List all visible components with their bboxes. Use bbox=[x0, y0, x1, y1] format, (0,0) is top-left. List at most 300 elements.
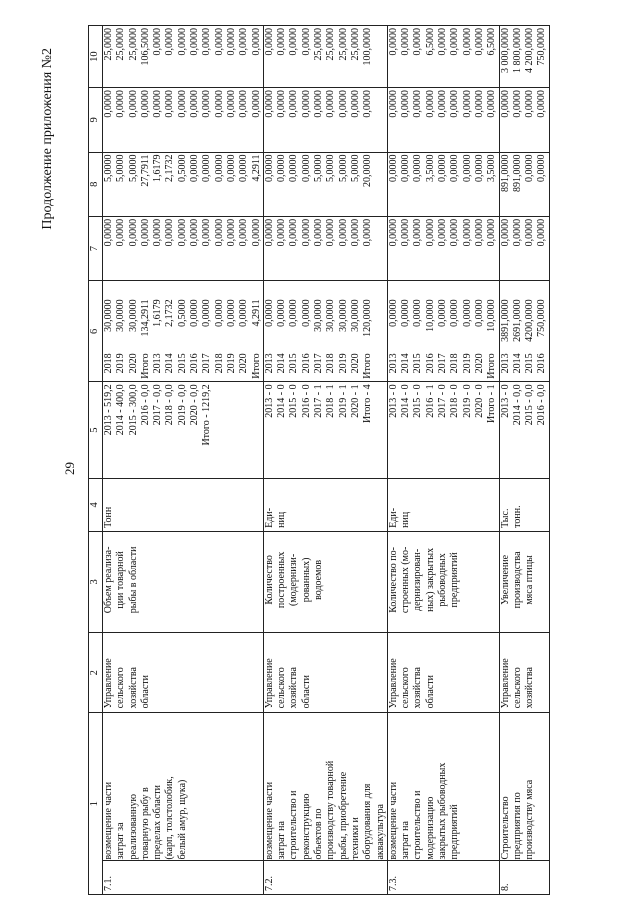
year-label: 2020 bbox=[473, 353, 485, 374]
value-line: 0,0000 bbox=[473, 154, 485, 183]
value-line: 0,0000 bbox=[250, 218, 262, 247]
cell-line: 2014 - 0 bbox=[400, 384, 412, 418]
value-line: 0,0000 bbox=[337, 90, 349, 118]
year-label: 2013 bbox=[499, 353, 511, 374]
value-line: 0,0000 bbox=[449, 90, 461, 118]
value-line: 0,0000 bbox=[300, 90, 312, 118]
cell-line: 2019 - 0 bbox=[461, 384, 473, 418]
cell-line: реконструкцию bbox=[300, 793, 312, 860]
value-line: 6,5000 bbox=[486, 28, 498, 56]
cell-col8 bbox=[103, 152, 264, 216]
value-line: 25,0000 bbox=[313, 28, 325, 61]
value-line: 0,0000 bbox=[473, 90, 485, 118]
cell-line: 2013 - 0 bbox=[387, 384, 399, 418]
value-line: 891,0000 bbox=[511, 154, 523, 193]
cell-line: области bbox=[300, 674, 312, 709]
cell-col2 bbox=[103, 632, 264, 712]
value-line: 0,0000 bbox=[201, 154, 213, 183]
cell-line: рыбы, приобретение bbox=[337, 771, 349, 860]
year-value-line bbox=[474, 283, 486, 381]
value-line: 0,0000 bbox=[189, 218, 201, 247]
cell-line: (модернизи- bbox=[288, 553, 300, 606]
year-value-line bbox=[189, 283, 201, 381]
header-cell: 6 bbox=[89, 281, 103, 382]
cell-line: ниц bbox=[400, 511, 412, 528]
value-line: 0,0000 bbox=[511, 90, 523, 118]
value-line: 0,0000 bbox=[437, 90, 449, 118]
value-line: 0,0000 bbox=[176, 90, 188, 118]
cell-col10 bbox=[387, 26, 499, 88]
year-value-line bbox=[214, 283, 226, 381]
cell-line: 2015 - 300,0 bbox=[127, 384, 139, 436]
value-line: 0,0000 bbox=[238, 90, 250, 118]
cell-line: Количество по- bbox=[387, 547, 399, 613]
cell-line: 2018 - 1 bbox=[325, 384, 337, 418]
cell-line: 2014 - 0 bbox=[276, 384, 288, 418]
row-number bbox=[263, 860, 387, 894]
cell-line: Строительство bbox=[499, 796, 511, 860]
year-value-line bbox=[325, 283, 337, 381]
cell-line: закрытых рыбоводных bbox=[437, 762, 449, 860]
header-cell: 3 bbox=[89, 531, 103, 632]
value-line: 0,0000 bbox=[213, 154, 225, 183]
cell-line: ниц bbox=[276, 511, 288, 528]
value-line: 0,0000 bbox=[288, 90, 300, 118]
row-number-text: 7.3. bbox=[387, 876, 399, 891]
cell-col8 bbox=[387, 152, 499, 216]
cell-col3 bbox=[387, 531, 499, 632]
year-value-line bbox=[536, 283, 548, 381]
cell-col7 bbox=[103, 216, 264, 280]
year-label: 2016 bbox=[536, 353, 548, 374]
value-line: 0,0000 bbox=[238, 28, 250, 56]
cell-line: сельского bbox=[400, 667, 412, 709]
value-line: 0,0000 bbox=[288, 154, 300, 183]
value-line: 5,0000 bbox=[103, 154, 114, 183]
value-line: 0,0000 bbox=[536, 154, 548, 183]
value-line: 0,0000 bbox=[524, 218, 536, 247]
value-line: 0,0000 bbox=[412, 90, 424, 118]
value-line: 0,0000 bbox=[152, 28, 164, 56]
cell-line: хозяйства bbox=[288, 667, 300, 709]
cell-line: объектов по bbox=[313, 808, 325, 860]
year-value-line bbox=[388, 283, 400, 381]
cell-col1 bbox=[387, 713, 499, 860]
cell-line: Управление bbox=[263, 658, 275, 709]
value-line: 0,0000 bbox=[313, 90, 325, 118]
year-value-line bbox=[103, 283, 115, 381]
row-number bbox=[387, 860, 499, 894]
value-line: 0,0000 bbox=[176, 218, 188, 247]
row-number-text: 7.2. bbox=[263, 876, 275, 891]
value-line: 0,0000 bbox=[313, 218, 325, 247]
value-line: 0,0000 bbox=[387, 154, 399, 183]
cell-col6 bbox=[499, 281, 549, 382]
value-line: 0,0000 bbox=[288, 218, 300, 247]
cell-line: 2016 - 0,0 bbox=[139, 384, 151, 426]
value-line: 100,0000 bbox=[362, 28, 374, 66]
year-label: 2018 bbox=[449, 353, 461, 374]
cell-line: Управление bbox=[387, 658, 399, 709]
value-line: 0,0000 bbox=[276, 28, 288, 56]
year-value-line bbox=[486, 283, 498, 381]
year-value-line bbox=[140, 283, 152, 381]
value-line: 0,0000 bbox=[164, 90, 176, 118]
cell-line: 2018 - 0 bbox=[449, 384, 461, 418]
year-label: 2016 bbox=[189, 353, 201, 374]
cell-line: предприятия по bbox=[511, 792, 523, 860]
cell-col10 bbox=[263, 26, 387, 88]
value-line: 0,0000 bbox=[152, 218, 164, 247]
cell-col6 bbox=[103, 281, 264, 382]
year-value-line bbox=[177, 283, 189, 381]
value-line: 0,0000 bbox=[250, 90, 262, 118]
value-line: 5,0000 bbox=[127, 154, 139, 183]
cell-line: реализованную bbox=[127, 794, 139, 860]
year-value-line bbox=[400, 283, 412, 381]
value-line: 25,0000 bbox=[337, 28, 349, 61]
year-label: 2018 bbox=[213, 353, 225, 374]
cell-col5 bbox=[387, 382, 499, 479]
value-line: 0,0000 bbox=[127, 218, 139, 247]
header-cell: 4 bbox=[89, 478, 103, 531]
value-line: 6,5000 bbox=[424, 28, 436, 56]
value-line: 0,0000 bbox=[524, 154, 536, 183]
cell-line: 2016 - 0 bbox=[300, 384, 312, 418]
value-line: 0,0000 bbox=[325, 90, 337, 118]
cell-line: Еди- bbox=[387, 507, 399, 528]
value-line: 0,0000 bbox=[387, 28, 399, 56]
total-value: 0,0000 bbox=[400, 299, 412, 327]
value-line: 0,0000 bbox=[263, 154, 275, 183]
cell-col5 bbox=[103, 382, 264, 479]
total-value: 0,0000 bbox=[276, 299, 288, 327]
year-value-line bbox=[251, 283, 263, 381]
cell-col10 bbox=[103, 26, 264, 88]
table-row bbox=[387, 26, 499, 895]
value-line: 0,0000 bbox=[213, 218, 225, 247]
total-value: 0,5000 bbox=[176, 299, 188, 327]
value-line: 3 000,0000 bbox=[499, 28, 511, 73]
value-line: 0,0000 bbox=[473, 28, 485, 56]
cell-col1 bbox=[499, 713, 549, 860]
cell-col7 bbox=[387, 216, 499, 280]
cell-line: 2013 - 519,2 bbox=[103, 384, 114, 436]
cell-col10 bbox=[499, 26, 549, 88]
header-cell: 7 bbox=[89, 216, 103, 280]
total-value: 750,0000 bbox=[536, 299, 548, 337]
value-line: 0,0000 bbox=[461, 154, 473, 183]
value-line: 0,0000 bbox=[300, 28, 312, 56]
year-label: 2017 bbox=[313, 353, 325, 374]
year-value-line bbox=[362, 283, 374, 381]
program-table bbox=[88, 25, 550, 895]
total-value: 0,0000 bbox=[288, 299, 300, 327]
value-line: 0,0000 bbox=[189, 90, 201, 118]
year-label: 2018 bbox=[325, 353, 337, 374]
value-line: 0,0000 bbox=[437, 28, 449, 56]
cell-line: 2014 - 400,0 bbox=[115, 384, 127, 436]
year-value-line bbox=[201, 283, 213, 381]
year-value-line bbox=[512, 283, 524, 381]
value-line: 0,0000 bbox=[189, 28, 201, 56]
total-value: 0,0000 bbox=[387, 299, 399, 327]
value-line: 3,5000 bbox=[424, 154, 436, 183]
value-line: 0,0000 bbox=[486, 218, 498, 247]
value-line: 0,0000 bbox=[524, 90, 536, 118]
value-line: 0,0000 bbox=[412, 154, 424, 183]
header-cell: 2 bbox=[89, 632, 103, 712]
cell-line: Управление bbox=[103, 658, 114, 709]
cell-line: техники и bbox=[349, 817, 361, 860]
total-value: 30,0000 bbox=[115, 299, 127, 332]
cell-line: белый амур, щука) bbox=[176, 779, 188, 860]
value-line: 1 800,0000 bbox=[511, 28, 523, 73]
year-label: 2016 bbox=[424, 353, 436, 374]
year-value-line bbox=[412, 283, 424, 381]
total-value: 30,0000 bbox=[325, 299, 337, 332]
value-line: 0,0000 bbox=[300, 154, 312, 183]
year-label: 2013 bbox=[387, 353, 399, 374]
value-line: 5,0000 bbox=[349, 154, 361, 183]
cell-line: водоемов bbox=[313, 559, 325, 600]
cell-line: ных) закрытых bbox=[424, 547, 436, 612]
cell-line: 2020 - 0 bbox=[473, 384, 485, 418]
year-value-line bbox=[425, 283, 437, 381]
total-value: 30,0000 bbox=[349, 299, 361, 332]
value-line: 0,0000 bbox=[536, 90, 548, 118]
row-number bbox=[499, 860, 549, 894]
cell-col3 bbox=[103, 531, 264, 632]
total-value: 30,0000 bbox=[313, 299, 325, 332]
cell-col5 bbox=[499, 382, 549, 479]
year-label: 2019 bbox=[225, 353, 237, 374]
cell-line: затрат за bbox=[115, 822, 127, 860]
value-line: 0,0000 bbox=[511, 218, 523, 247]
table-row bbox=[499, 26, 549, 895]
value-line: 0,0000 bbox=[139, 90, 151, 118]
year-label: 2017 bbox=[437, 353, 449, 374]
total-value: 0,0000 bbox=[238, 299, 250, 327]
year-label: 2014 bbox=[276, 353, 288, 374]
value-line: 0,0000 bbox=[225, 218, 237, 247]
cell-line: 2017 - 1 bbox=[313, 384, 325, 418]
total-value: 2,1732 bbox=[164, 299, 176, 327]
value-line: 0,0000 bbox=[238, 154, 250, 183]
cell-line: рыбоводных bbox=[437, 553, 449, 607]
value-line: 0,5000 bbox=[176, 154, 188, 183]
table-row bbox=[103, 26, 264, 895]
value-line: 0,0000 bbox=[164, 218, 176, 247]
value-line: 0,0000 bbox=[139, 218, 151, 247]
value-line: 5,0000 bbox=[313, 154, 325, 183]
total-value: 0,0000 bbox=[412, 299, 424, 327]
cell-line: товарную рыбу в bbox=[139, 787, 151, 860]
cell-line: 2016 - 1 bbox=[424, 384, 436, 418]
value-line: 20,0000 bbox=[362, 154, 374, 188]
value-line: 0,0000 bbox=[250, 28, 262, 56]
value-line: 1,6179 bbox=[152, 154, 164, 183]
total-value: 0,0000 bbox=[461, 299, 473, 327]
cell-line: 2015 - 0 bbox=[288, 384, 300, 418]
cell-line: рованных) bbox=[300, 557, 312, 603]
value-line: 4 200,0000 bbox=[524, 28, 536, 73]
header-cell: 9 bbox=[89, 88, 103, 152]
cell-line: ции товарной bbox=[115, 551, 127, 609]
cell-col3 bbox=[499, 531, 549, 632]
cell-col5 bbox=[263, 382, 387, 479]
cell-line: сельского bbox=[115, 667, 127, 709]
row-number-text: 8. bbox=[499, 883, 511, 891]
total-value: 1,6179 bbox=[152, 299, 164, 327]
total-value: 4,2911 bbox=[250, 299, 262, 327]
year-value-line bbox=[238, 283, 250, 381]
value-line: 0,0000 bbox=[424, 218, 436, 247]
row-number bbox=[103, 860, 264, 894]
total-value: 10,0000 bbox=[486, 299, 498, 332]
value-line: 0,0000 bbox=[473, 218, 485, 247]
total-value: 0,0000 bbox=[201, 299, 213, 327]
value-line: 0,0000 bbox=[103, 90, 114, 118]
cell-col3 bbox=[263, 531, 387, 632]
value-line: 0,0000 bbox=[400, 28, 412, 56]
cell-line: сельского bbox=[276, 667, 288, 709]
cell-line: 2017 - 0,0 bbox=[152, 384, 164, 426]
cell-line: Количество bbox=[263, 555, 275, 605]
cell-col7 bbox=[499, 216, 549, 280]
value-line: 0,0000 bbox=[499, 218, 511, 247]
value-line: 25,0000 bbox=[115, 28, 127, 61]
value-line: 0,0000 bbox=[424, 90, 436, 118]
value-line: 3,5000 bbox=[486, 154, 498, 183]
value-line: 0,0000 bbox=[387, 90, 399, 118]
total-value: 0,0000 bbox=[473, 299, 485, 327]
cell-line: Еди- bbox=[263, 507, 275, 528]
year-value-line bbox=[264, 283, 276, 381]
value-line: 5,0000 bbox=[325, 154, 337, 183]
cell-col9 bbox=[263, 88, 387, 152]
total-value: 30,0000 bbox=[103, 299, 114, 332]
cell-line: 2017 - 0 bbox=[437, 384, 449, 418]
year-label: 2019 bbox=[115, 353, 127, 374]
cell-col6 bbox=[263, 281, 387, 382]
year-value-line bbox=[350, 283, 362, 381]
value-line: 0,0000 bbox=[400, 218, 412, 247]
header-row bbox=[89, 26, 103, 895]
value-line: 0,0000 bbox=[486, 90, 498, 118]
total-value: 30,0000 bbox=[127, 299, 139, 332]
year-label: 2013 bbox=[263, 353, 275, 374]
value-line: 0,0000 bbox=[437, 218, 449, 247]
value-line: 0,0000 bbox=[201, 90, 213, 118]
year-label: 2015 bbox=[176, 353, 188, 374]
value-line: 0,0000 bbox=[449, 28, 461, 56]
value-line: 0,0000 bbox=[449, 218, 461, 247]
value-line: 106,5000 bbox=[139, 28, 151, 66]
cell-line: возмещение части bbox=[103, 781, 114, 860]
year-value-line bbox=[338, 283, 350, 381]
value-line: 0,0000 bbox=[103, 218, 114, 247]
cell-line: строенных (мо- bbox=[400, 546, 412, 614]
cell-line: 2019 - 1 bbox=[337, 384, 349, 418]
year-label: 2014 bbox=[164, 353, 176, 374]
value-line: 0,0000 bbox=[337, 218, 349, 247]
value-line: 0,0000 bbox=[412, 218, 424, 247]
value-line: 891,0000 bbox=[499, 154, 511, 193]
cell-col2 bbox=[387, 632, 499, 712]
value-line: 2,1732 bbox=[164, 154, 176, 183]
value-line: 0,0000 bbox=[387, 218, 399, 247]
cell-line: Объем реализа- bbox=[103, 546, 114, 614]
total-value: 3891,0000 bbox=[499, 299, 511, 342]
cell-line: Увеличение bbox=[499, 554, 511, 605]
total-value: 0,0000 bbox=[189, 299, 201, 327]
header-cell: 10 bbox=[89, 26, 103, 88]
cell-line: строительство и bbox=[412, 790, 424, 860]
cell-line: оборудования для bbox=[362, 783, 374, 860]
value-line: 0,0000 bbox=[325, 218, 337, 247]
total-value: 0,0000 bbox=[263, 299, 275, 327]
cell-line: рыбы в области bbox=[127, 546, 139, 614]
cell-line: хозяйства bbox=[524, 667, 536, 709]
year-label: 2015 bbox=[288, 353, 300, 374]
year-label: 2015 bbox=[412, 353, 424, 374]
cell-line: пределах области bbox=[152, 784, 164, 860]
cell-line: предприятий bbox=[449, 804, 461, 860]
year-label: 2014 bbox=[400, 353, 412, 374]
value-line: 0,0000 bbox=[349, 218, 361, 247]
value-line: 0,0000 bbox=[288, 28, 300, 56]
value-line: 0,0000 bbox=[276, 218, 288, 247]
value-line: 0,0000 bbox=[164, 28, 176, 56]
cell-col4 bbox=[499, 478, 549, 531]
cell-line: Тыс. bbox=[499, 508, 511, 528]
cell-line: Тонн bbox=[103, 506, 114, 528]
cell-line: аквакультура bbox=[374, 804, 386, 860]
cell-col8 bbox=[263, 152, 387, 216]
year-value-line bbox=[462, 283, 474, 381]
year-value-line bbox=[437, 283, 449, 381]
total-value: 10,0000 bbox=[424, 299, 436, 332]
year-value-line bbox=[449, 283, 461, 381]
value-line: 0,0000 bbox=[225, 28, 237, 56]
total-value: 0,0000 bbox=[225, 299, 237, 327]
year-label: 2014 bbox=[511, 353, 523, 374]
cell-line: возмещение части bbox=[387, 781, 399, 860]
year-label: Итого bbox=[139, 353, 151, 379]
value-line: 0,0000 bbox=[201, 218, 213, 247]
cell-line: строительство и bbox=[288, 790, 300, 860]
cell-line: затрат на bbox=[400, 821, 412, 860]
total-value: 30,0000 bbox=[337, 299, 349, 332]
year-value-line bbox=[164, 283, 176, 381]
year-value-line bbox=[226, 283, 238, 381]
total-value: 4200,0000 bbox=[524, 299, 536, 342]
cell-line: хозяйства bbox=[127, 667, 139, 709]
year-label: 2017 bbox=[201, 353, 213, 374]
cell-line: области bbox=[139, 674, 151, 709]
cell-line: тонн. bbox=[511, 505, 523, 528]
year-label: Итого bbox=[362, 353, 374, 379]
value-line: 0,0000 bbox=[412, 28, 424, 56]
cell-col1 bbox=[103, 713, 264, 860]
value-line: 0,0000 bbox=[437, 154, 449, 183]
year-label: Итого bbox=[486, 353, 498, 379]
cell-line: Итого - 1219,2 bbox=[201, 384, 213, 446]
value-line: 5,0000 bbox=[337, 154, 349, 183]
year-value-line bbox=[500, 283, 512, 381]
year-label: 2020 bbox=[238, 353, 250, 374]
